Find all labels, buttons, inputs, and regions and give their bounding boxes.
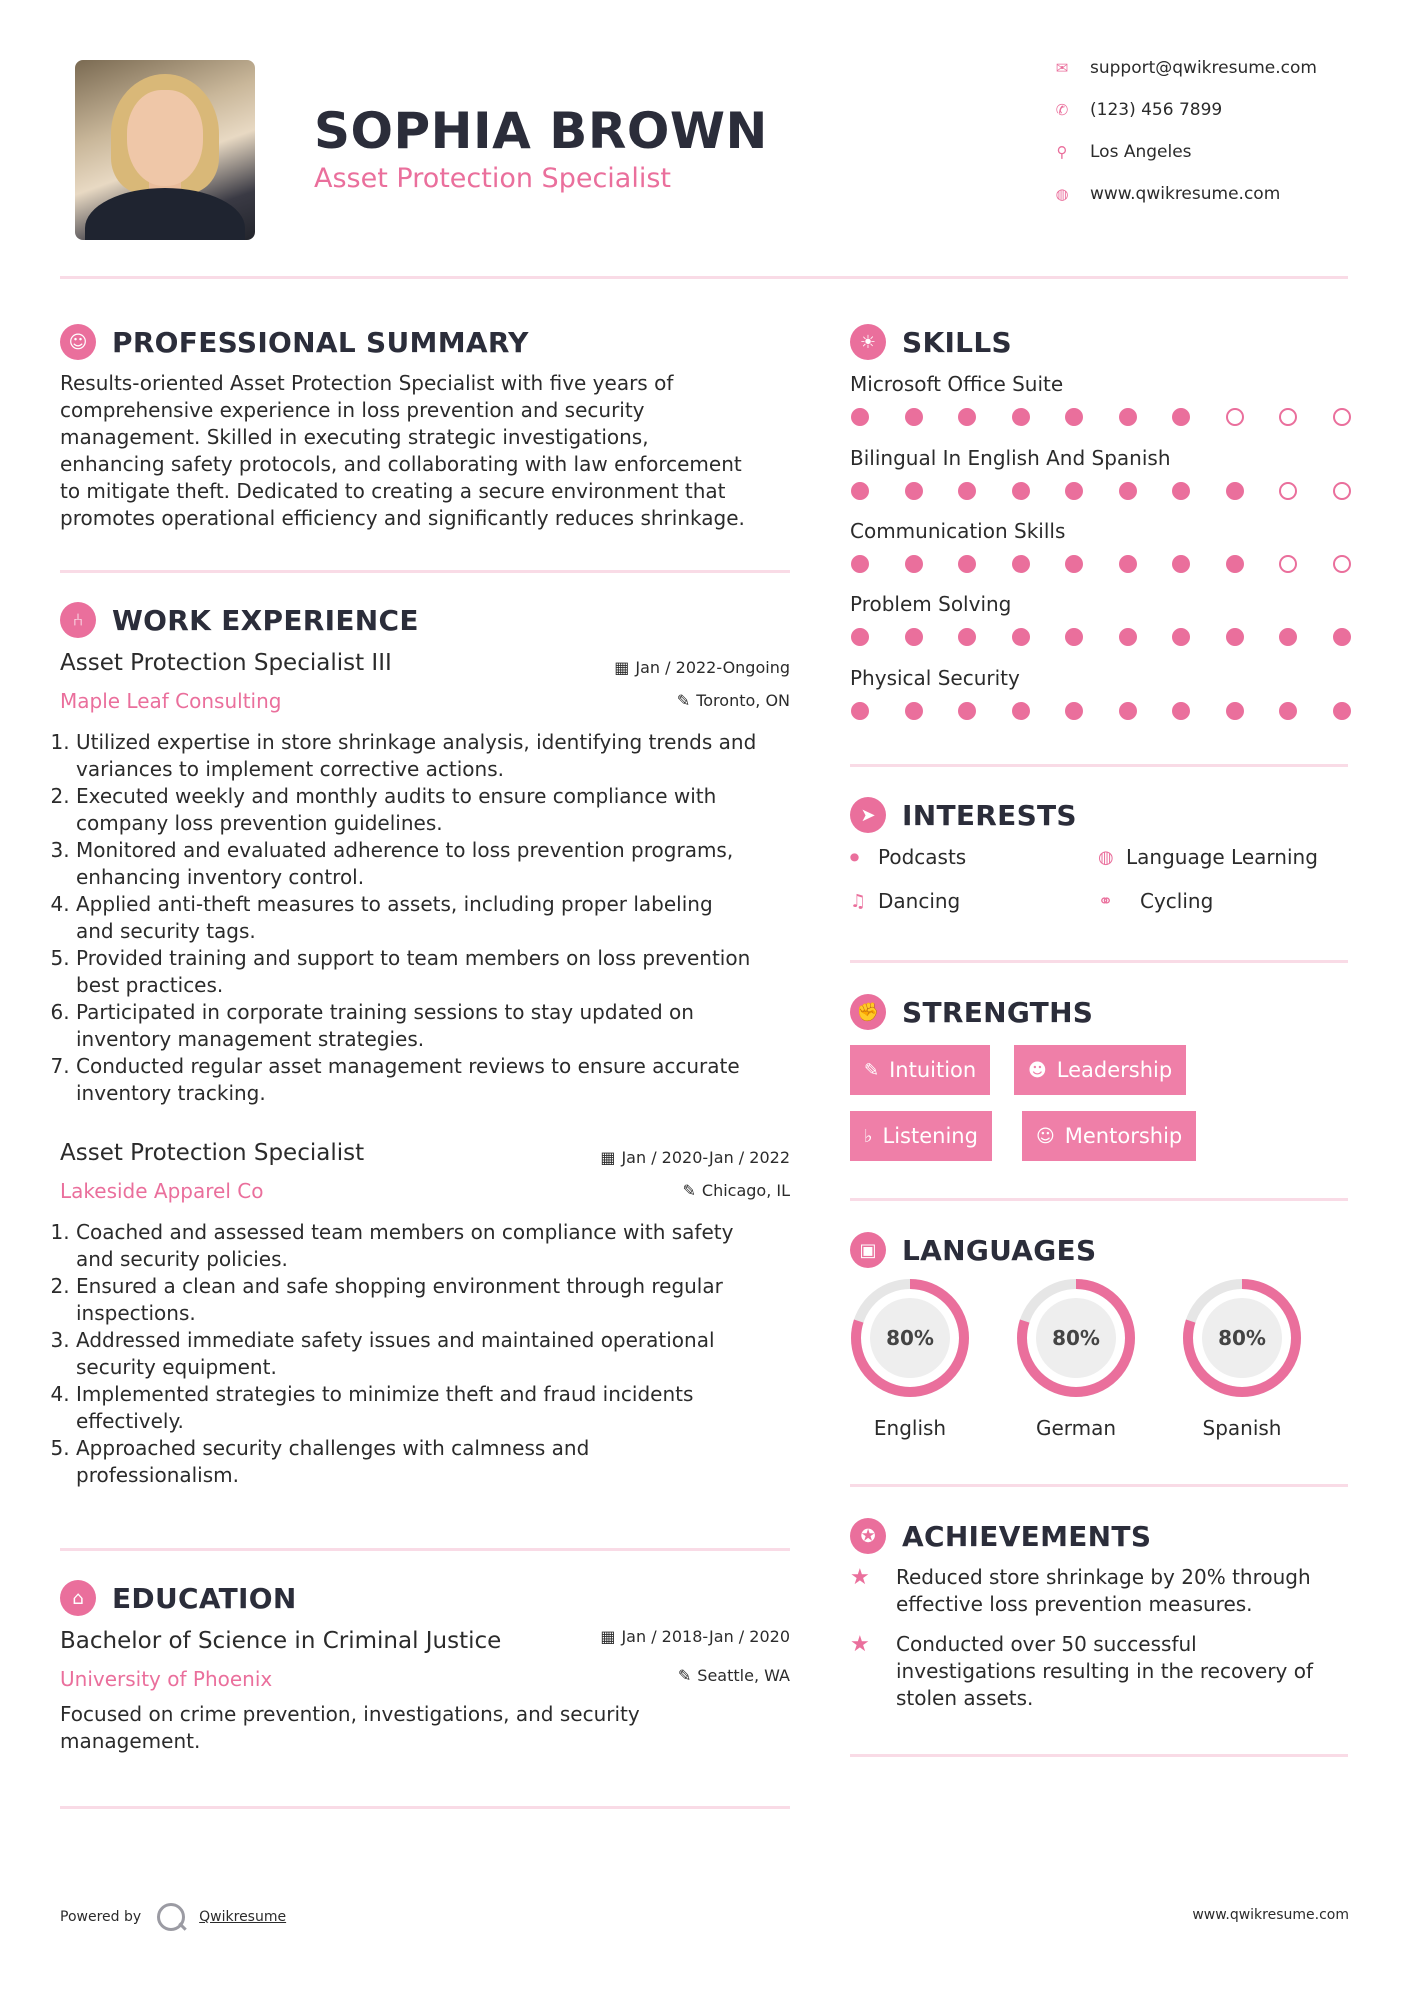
magic-wand-icon: ✎	[864, 1059, 880, 1081]
list-item: 5. Provided training and support to team members on loss prevention best practices.	[76, 945, 798, 999]
skill-dot-filled	[905, 408, 923, 426]
phone-icon: ✆	[1055, 101, 1069, 119]
language-name: English	[873, 1416, 947, 1440]
skill-dot-filled	[1172, 628, 1190, 646]
interest-item: ⚭ Cycling	[1098, 889, 1214, 913]
skill-dot-filled	[958, 628, 976, 646]
chair-icon: ⑃	[60, 602, 96, 638]
skill-name: Problem Solving	[850, 592, 1012, 616]
strength-tag: ♭ Listening	[850, 1111, 992, 1161]
list-item: 5. Approached security challenges with calmness and professionalism.	[76, 1435, 798, 1489]
job-duties	[58, 1219, 798, 1489]
section-divider	[850, 764, 1348, 767]
users-icon: ☻	[1028, 1059, 1047, 1081]
pin-icon: ✎	[676, 691, 691, 710]
skill-dot-empty	[1333, 408, 1351, 426]
job-company: Lakeside Apparel Co	[60, 1179, 264, 1203]
job-company: Maple Leaf Consulting	[60, 689, 282, 713]
headphones-icon: ♭	[864, 1125, 873, 1147]
skill-dot-filled	[1226, 702, 1244, 720]
job-dates: ▦ Jan / 2020-Jan / 2022	[600, 1148, 790, 1167]
skill-dot-empty	[1333, 482, 1351, 500]
language-name: German	[1035, 1416, 1117, 1440]
language-percent: 80%	[1052, 1326, 1100, 1350]
pin-icon: ✎	[677, 1666, 692, 1685]
lightbulb-icon: ☀	[850, 324, 886, 360]
skill-rating	[851, 555, 1386, 573]
job-dates: ▦ Jan / 2022-Ongoing	[614, 658, 790, 677]
globe-icon: ◍	[1098, 846, 1114, 868]
skill-dot-filled	[1279, 702, 1297, 720]
skill-dot-filled	[1333, 702, 1351, 720]
microphone-icon: ⏺	[850, 846, 859, 868]
skill-dot-filled	[1172, 408, 1190, 426]
candidate-name: SOPHIA BROWN	[314, 102, 768, 160]
skill-dot-filled	[1119, 408, 1137, 426]
degree-title: Bachelor of Science in Criminal Justice	[60, 1628, 502, 1654]
skill-dot-filled	[1012, 702, 1030, 720]
contact-phone[interactable]: ✆ (123) 456 7899	[1050, 100, 1222, 120]
strengths-heading: ✊ STRENGTHS	[850, 994, 1093, 1030]
skill-rating	[851, 628, 1386, 646]
skills-heading: ☀ SKILLS	[850, 324, 1012, 360]
education-description: Focused on crime prevention, investigations, and security management.	[60, 1702, 640, 1753]
skill-dot-filled	[905, 482, 923, 500]
shooting-star-icon: ★	[850, 1565, 870, 1590]
list-item: 7. Conducted regular asset management reviews to ensure accurate inventory tracking.	[76, 1053, 798, 1107]
calendar-icon: ▦	[614, 658, 630, 677]
school-name: University of Phoenix	[60, 1667, 273, 1691]
skill-dot-filled	[1172, 702, 1190, 720]
section-divider	[60, 570, 790, 573]
skill-dot-filled	[1065, 555, 1083, 573]
language-item	[850, 1278, 970, 1440]
calendar-icon: ▦	[600, 1148, 616, 1167]
skill-dot-filled	[1065, 702, 1083, 720]
education-heading: ⌂ EDUCATION	[60, 1580, 297, 1616]
skill-dot-filled	[1012, 555, 1030, 573]
skill-dot-filled	[1226, 482, 1244, 500]
list-item: 1. Coached and assessed team members on compliance with safety and security policies.	[76, 1219, 798, 1273]
skill-dot-filled	[851, 555, 869, 573]
skill-rating	[851, 702, 1386, 720]
skill-dot-filled	[851, 702, 869, 720]
skill-dot-filled	[851, 408, 869, 426]
section-divider	[850, 960, 1348, 963]
achievement-item: ★ Conducted over 50 successful investigations resulting in the recovery of stolen assets.	[850, 1632, 1314, 1710]
language-item	[1182, 1278, 1302, 1440]
skill-dot-filled	[1065, 628, 1083, 646]
list-item: 6. Participated in corporate training sessions to stay updated on inventory management strategies.	[76, 999, 798, 1053]
list-item: 3. Monitored and evaluated adherence to loss prevention programs, enhancing inventory control.	[76, 837, 798, 891]
section-divider	[850, 1484, 1348, 1487]
skill-dot-empty	[1279, 482, 1297, 500]
skill-dot-filled	[905, 555, 923, 573]
list-item: 4. Applied anti-theft measures to assets, including proper labeling and security tags.	[76, 891, 798, 945]
interests-heading: ➤ INTERESTS	[850, 797, 1077, 833]
skill-dot-filled	[1012, 628, 1030, 646]
fist-icon: ✊	[850, 994, 886, 1030]
education-dates: ▦ Jan / 2018-Jan / 2020	[600, 1627, 790, 1646]
skill-rating	[851, 482, 1386, 500]
strength-tag: ☻ Leadership	[1014, 1045, 1186, 1095]
list-item: 1. Utilized expertise in store shrinkage analysis, identifying trends and variances to implement corrective actions.	[76, 729, 798, 783]
skill-dot-empty	[1279, 555, 1297, 573]
skill-dot-filled	[958, 482, 976, 500]
skill-name: Microsoft Office Suite	[850, 372, 1064, 396]
language-percent: 80%	[1218, 1326, 1266, 1350]
skill-dot-filled	[1065, 482, 1083, 500]
skill-dot-filled	[1226, 628, 1244, 646]
interest-item: ♫ Dancing	[850, 889, 961, 913]
achievements-heading: ✪ ACHIEVEMENTS	[850, 1518, 1151, 1554]
footer-url[interactable]: www.qwikresume.com	[1192, 1907, 1349, 1923]
section-divider	[60, 1806, 790, 1809]
language-card-icon: ▣	[850, 1232, 886, 1268]
skill-dot-filled	[1119, 702, 1137, 720]
skill-dot-filled	[958, 555, 976, 573]
skill-dot-filled	[1279, 628, 1297, 646]
profile-photo	[75, 60, 255, 240]
graduation-cap-icon: ⌂	[60, 1580, 96, 1616]
interest-item: ◍ Language Learning	[1098, 845, 1318, 869]
job-location: ✎ Toronto, ON	[676, 691, 790, 710]
footer-powered-by: Powered by Qwikresume	[60, 1903, 286, 1931]
skill-dot-filled	[1119, 555, 1137, 573]
contact-website[interactable]: ◍ www.qwikresume.com	[1050, 184, 1280, 204]
skill-dot-filled	[851, 628, 869, 646]
language-progress-ring	[850, 1278, 970, 1398]
language-name: Spanish	[1202, 1416, 1282, 1440]
section-divider	[850, 1754, 1348, 1757]
strength-tag: ☺ Mentorship	[1022, 1111, 1196, 1161]
paper-plane-icon: ➤	[850, 797, 886, 833]
section-divider	[850, 1198, 1348, 1201]
skill-name: Communication Skills	[850, 519, 1066, 543]
skill-dot-filled	[905, 628, 923, 646]
skill-dot-filled	[1333, 628, 1351, 646]
qwikresume-logo-icon	[157, 1903, 185, 1931]
list-item: 4. Implemented strategies to minimize theft and fraud incidents effectively.	[76, 1381, 798, 1435]
languages-heading: ▣ LANGUAGES	[850, 1232, 1096, 1268]
summary-text: Results-oriented Asset Protection Specialist with five years of comprehensive experience in loss prevention and security management. Skilled in executing strategic investigations, enhancing safety protocols, and collaborating with law enforcement to mitigate theft. Dedicated to creating a secure environment that promotes operational efficiency and significantly reduces shrinkage.	[60, 371, 745, 530]
skill-rating	[851, 408, 1386, 426]
skill-dot-empty	[1226, 408, 1244, 426]
skill-dot-filled	[905, 702, 923, 720]
skill-dot-filled	[958, 702, 976, 720]
language-progress-ring	[1182, 1278, 1302, 1398]
user-icon: ☺	[60, 324, 96, 360]
job-title: Asset Protection Specialist III	[60, 650, 392, 676]
user-plus-icon: ☺	[1036, 1125, 1055, 1147]
language-percent: 80%	[886, 1326, 934, 1350]
contact-location: ⚲ Los Angeles	[1050, 142, 1192, 162]
skill-dot-filled	[958, 408, 976, 426]
language-item	[1016, 1278, 1136, 1440]
skill-dot-filled	[1119, 482, 1137, 500]
brand-link[interactable]: Qwikresume	[199, 1909, 287, 1925]
skill-dot-filled	[1065, 408, 1083, 426]
skill-dot-filled	[1172, 482, 1190, 500]
candidate-title: Asset Protection Specialist	[314, 163, 671, 194]
skill-dot-filled	[1012, 482, 1030, 500]
section-divider	[60, 1548, 790, 1551]
summary-heading: ☺ PROFESSIONAL SUMMARY	[60, 324, 529, 360]
list-item: 2. Ensured a clean and safe shopping environment through regular inspections.	[76, 1273, 798, 1327]
language-progress-ring	[1016, 1278, 1136, 1398]
location-pin-icon: ⚲	[1056, 143, 1068, 161]
bicycle-icon: ⚭	[1098, 890, 1114, 912]
skill-name: Bilingual In English And Spanish	[850, 446, 1171, 470]
list-item: 3. Addressed immediate safety issues and maintained operational security equipment.	[76, 1327, 798, 1381]
header-divider	[60, 276, 1348, 279]
skill-dot-empty	[1333, 555, 1351, 573]
star-badge-icon: ✪	[850, 1518, 886, 1554]
interest-item: ⏺ Podcasts	[850, 845, 967, 869]
contact-email[interactable]: ✉ support@qwikresume.com	[1050, 58, 1317, 78]
skill-dot-filled	[1226, 555, 1244, 573]
calendar-icon: ▦	[600, 1627, 616, 1646]
envelope-icon: ✉	[1055, 59, 1069, 77]
skill-dot-filled	[851, 482, 869, 500]
job-title: Asset Protection Specialist	[60, 1140, 365, 1166]
achievement-item: ★ Reduced store shrinkage by 20% through effective loss prevention measures.	[850, 1565, 1311, 1616]
job-location: ✎ Chicago, IL	[682, 1181, 790, 1200]
pin-icon: ✎	[682, 1181, 696, 1200]
globe-icon: ◍	[1055, 185, 1069, 203]
shooting-star-icon: ★	[850, 1632, 870, 1657]
skill-dot-filled	[1012, 408, 1030, 426]
skill-name: Physical Security	[850, 666, 1020, 690]
experience-heading: ⑃ WORK EXPERIENCE	[60, 602, 419, 638]
music-note-icon: ♫	[850, 890, 867, 912]
education-location: ✎ Seattle, WA	[677, 1666, 790, 1685]
skill-dot-filled	[1119, 628, 1137, 646]
skill-dot-filled	[1172, 555, 1190, 573]
skill-dot-empty	[1279, 408, 1297, 426]
job-duties	[58, 729, 798, 1107]
strength-tag: ✎ Intuition	[850, 1045, 990, 1095]
list-item: 2. Executed weekly and monthly audits to ensure compliance with company loss prevention guidelines.	[76, 783, 798, 837]
